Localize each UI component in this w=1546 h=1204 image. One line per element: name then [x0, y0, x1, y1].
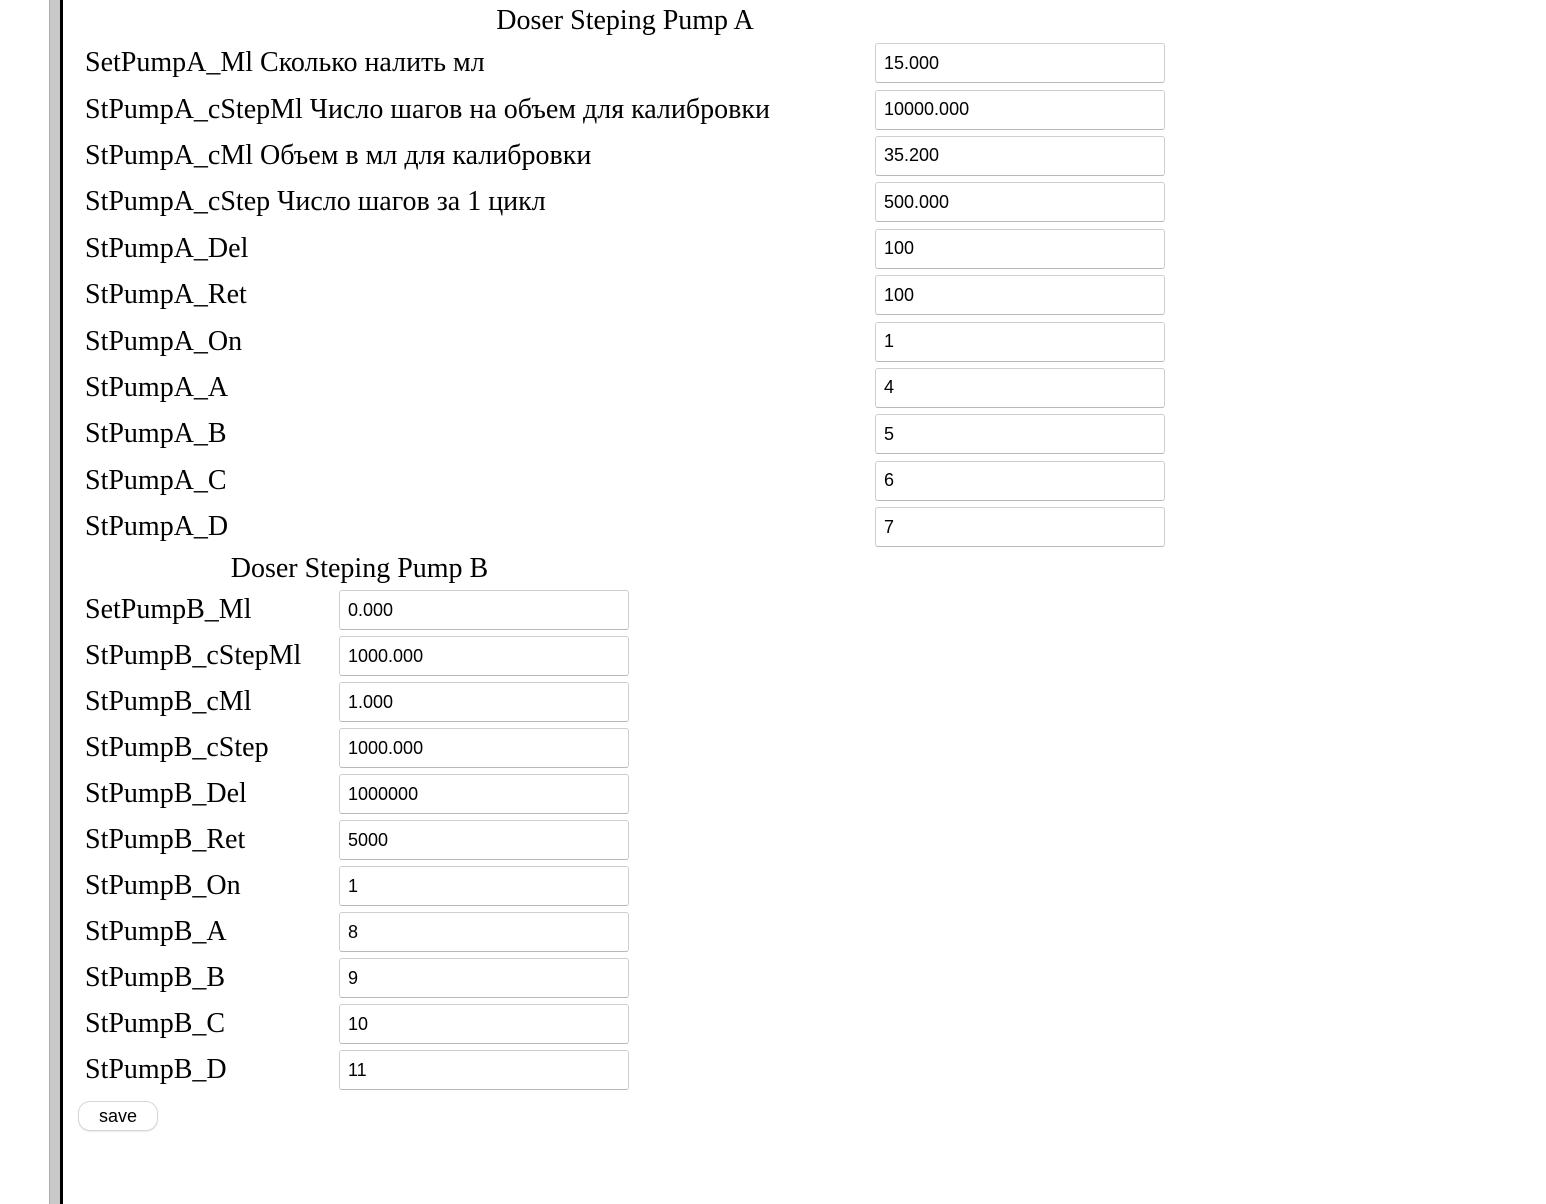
- field-row: [85, 955, 1165, 1001]
- stpumpb-cml-input[interactable]: [339, 682, 629, 722]
- field-row: [85, 86, 1165, 132]
- stpumpa-b-input[interactable]: [875, 414, 1165, 454]
- setpumpb-ml-input[interactable]: [339, 590, 629, 630]
- stpumpa-b-label: StPumpA_B: [85, 418, 227, 450]
- settings-form: [85, 2, 1165, 1131]
- stpumpb-ret-input[interactable]: [339, 820, 629, 860]
- field-row: [85, 40, 1165, 86]
- stpumpb-ret-label: StPumpB_Ret: [85, 824, 246, 856]
- field-row: [85, 272, 1165, 318]
- stpumpa-on-label: StPumpA_On: [85, 325, 243, 357]
- setpumpa-ml-label: SetPumpA_Ml Сколько налить мл: [85, 47, 485, 79]
- pump-a-title: Doser Steping Pump A: [496, 5, 754, 36]
- field-row: [85, 863, 1165, 909]
- field-row: [85, 504, 1165, 550]
- field-row: [85, 817, 1165, 863]
- field-row: [85, 1047, 1165, 1093]
- stpumpa-cstep-input[interactable]: [875, 182, 1165, 222]
- stpumpa-d-label: StPumpA_D: [85, 511, 229, 543]
- stpumpb-cml-label: StPumpB_cMl: [85, 686, 252, 718]
- pump-a-section: [85, 2, 1165, 550]
- pump-b-section: [85, 550, 1165, 1093]
- frame-border-line: [60, 0, 63, 1204]
- stpumpb-c-input[interactable]: [339, 1004, 629, 1044]
- stpumpb-d-input[interactable]: [339, 1050, 629, 1090]
- stpumpa-c-label: StPumpA_C: [85, 464, 227, 496]
- field-row: [85, 179, 1165, 225]
- stpumpb-cstep-input[interactable]: [339, 728, 629, 768]
- field-row: [85, 365, 1165, 411]
- stpumpa-a-input[interactable]: [875, 368, 1165, 408]
- field-row: [85, 1001, 1165, 1047]
- setpumpa-ml-input[interactable]: [875, 43, 1165, 83]
- stpumpb-on-label: StPumpB_On: [85, 870, 241, 902]
- stpumpb-a-input[interactable]: [339, 912, 629, 952]
- field-row: [85, 318, 1165, 364]
- field-row: [85, 458, 1165, 504]
- field-row: [85, 411, 1165, 457]
- stpumpa-cml-input[interactable]: [875, 136, 1165, 176]
- stpumpa-del-input[interactable]: [875, 229, 1165, 269]
- stpumpa-ret-label: StPumpA_Ret: [85, 279, 247, 311]
- stpumpb-del-label: StPumpB_Del: [85, 778, 247, 810]
- pump-a-rows: [85, 40, 1165, 550]
- save-button[interactable]: save: [78, 1101, 158, 1131]
- vertical-scrollbar[interactable]: [49, 0, 60, 1204]
- stpumpa-cml-label: StPumpA_cMl Объем в мл для калибровки: [85, 139, 592, 171]
- stpumpa-cstep-label: StPumpA_cStep Число шагов за 1 цикл: [85, 186, 546, 218]
- stpumpa-ret-input[interactable]: [875, 275, 1165, 315]
- field-row: [85, 725, 1165, 771]
- stpumpb-cstepml-label: StPumpB_cStepMl: [85, 640, 302, 672]
- stpumpa-cstepml-input[interactable]: [875, 90, 1165, 130]
- stpumpa-del-label: StPumpA_Del: [85, 232, 249, 264]
- stpumpb-b-input[interactable]: [339, 958, 629, 998]
- field-row: [85, 679, 1165, 725]
- stpumpb-a-label: StPumpB_A: [85, 916, 227, 948]
- setpumpb-ml-label: SetPumpB_Ml: [85, 594, 252, 626]
- stpumpa-a-label: StPumpA_A: [85, 371, 229, 403]
- stpumpa-on-input[interactable]: [875, 322, 1165, 362]
- field-row: [85, 633, 1165, 679]
- field-row: [85, 133, 1165, 179]
- stpumpa-cstepml-label: StPumpA_cStepMl Число шагов на объем для калибровки: [85, 93, 770, 125]
- stpumpa-c-input[interactable]: [875, 461, 1165, 501]
- stpumpb-d-label: StPumpB_D: [85, 1054, 227, 1086]
- stpumpb-b-label: StPumpB_B: [85, 962, 226, 994]
- field-row: [85, 226, 1165, 272]
- stpumpa-d-input[interactable]: [875, 507, 1165, 547]
- stpumpb-cstep-label: StPumpB_cStep: [85, 732, 269, 764]
- stpumpb-del-input[interactable]: [339, 774, 629, 814]
- field-row: [85, 587, 1165, 633]
- stpumpb-on-input[interactable]: [339, 866, 629, 906]
- pump-b-rows: [85, 587, 1165, 1093]
- stpumpb-c-label: StPumpB_C: [85, 1008, 226, 1040]
- field-row: [85, 771, 1165, 817]
- pump-b-title: Doser Steping Pump B: [230, 552, 489, 584]
- stpumpb-cstepml-input[interactable]: [339, 636, 629, 676]
- field-row: [85, 909, 1165, 955]
